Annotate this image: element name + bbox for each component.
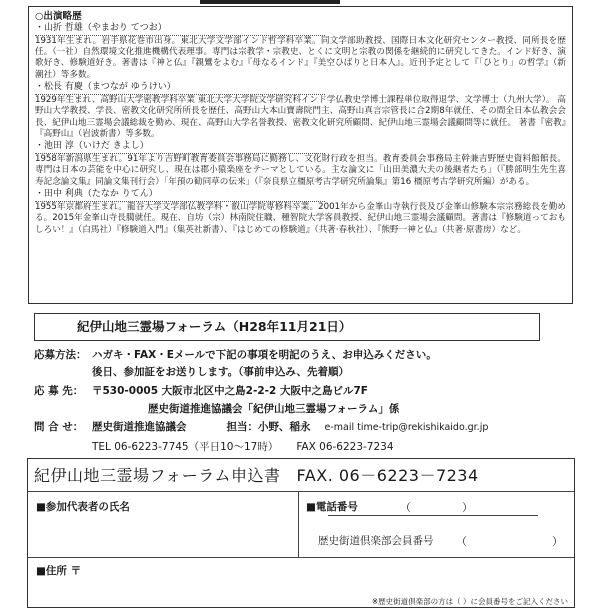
form-footnote: ※歴史街道倶楽部の方は（ ）に会員番号をご記入ください xyxy=(371,597,568,606)
form-title: 紀伊山地三霊場フォーラム申込書 xyxy=(34,466,281,485)
contact-org: 歴史街道推進協議会 xyxy=(92,421,187,433)
phone-paren-close: ） xyxy=(462,501,473,514)
person-bio xyxy=(35,189,566,236)
address-line2: 歴史街道推進協議会「紀伊山地三霊場フォーラム」係 xyxy=(148,403,400,415)
person-text: 1929年生まれ、高野山大学密教学科卒業 東北大学大学院文学研究科インド学仏教史学博士課程単位取得退学、文学博士（九州大学）。 高野山大学教授、学長、密教文化研究所所長を歴任、高野山大本山寶壽院門主、高野山真言宗管長に合2期8年就任、その間全日本仏教会会長、紀伊山地三霊場会議総裁を勤め、現在、高野山大学名誉教授、密教文化研究所顧問、紀伊山地三霊場会議顧問等に就任。 著書『密教』『高野山』（岩波新書）等多数。 xyxy=(35,94,566,140)
person-name: ・田中 利典（たなか りてん） xyxy=(35,189,325,202)
form-title-row xyxy=(30,461,570,491)
address-field-label: ■住所 〒 xyxy=(36,565,82,577)
method-label: 応募方法： xyxy=(34,349,87,361)
representative-label: ■参加代表者の氏名 xyxy=(36,501,130,513)
address-line1: 〒530-0005 大阪市北区中之島2-2-2 大阪中之島ビル7F xyxy=(92,385,368,397)
tel-line: TEL 06-6223-7745（平日10～17時） xyxy=(92,441,279,453)
method-row xyxy=(34,348,574,362)
address-row xyxy=(34,384,574,398)
contact-label: 問 合 せ： xyxy=(34,421,84,433)
person-name: ・松長 有慶（まつなが ゆうけい） xyxy=(35,82,325,95)
method-line2: 後日、参加証をお送りします。（事前申込み、先着順） xyxy=(92,366,350,378)
person-bio xyxy=(35,82,566,140)
contact-person: 担当：小野、稲永 xyxy=(226,421,311,433)
member-paren-close: ） xyxy=(552,535,563,548)
bio-section xyxy=(28,6,573,304)
form-fax: FAX. 06－6223－7234 xyxy=(296,466,479,485)
form-divider xyxy=(28,491,574,492)
contact-row xyxy=(34,420,574,435)
method-line1: ハガキ・FAX・Eメールで下記の事項を明記のうえ、お申込みください。 xyxy=(92,349,437,361)
bio-heading: ○出演略歴 xyxy=(35,11,82,22)
form-divider xyxy=(28,557,574,558)
member-paren-open: （ xyxy=(456,535,467,548)
person-text: 1931年生まれ。岩手県花巻市出身。東北大学文学部インド哲学科卒業。同文学部助教授、国際日本文化研究センター教授、同所長を歴任。（一社）自然環境文化推進機構代表理事。専門は宗教学・宗教史、とくに文明と宗教の関係を継続的に研究してきた。インド好き、演歌好き、修験道好き。著書は『神と仏』『親鸞をよむ』『母なるインド』『美空ひばりと日本人』。近刊予定として『「ひとり」の哲学』（新潮社）等多数。 xyxy=(35,35,566,80)
person-text: 1958年新潟県生まれ。91年より吉野町教育委員会事務局に勤務し、文化財行政を担当。教育委員会事務局主幹兼吉野歴史資料館館長。専門は日本の芸能を中心に研究し、現在は郡小猿楽座をテーマとしている。主な論文に「山田美濃大夫の後継者たち」（『勝部明生先生喜寿記念論文集』同論文集刊行会）「年預の勧同草の伝来」（『奈良県立橿原考古学研究所論集』第16 橿原考古学研究所編）がある。 xyxy=(35,154,566,187)
top-rule xyxy=(200,0,340,4)
person-name: ・山折 哲雄（やまおり てつお） xyxy=(35,23,325,36)
contact-email[interactable]: e-mail time-trip@rekishikaido.gr.jp xyxy=(324,422,489,433)
address-label: 応 募 先： xyxy=(34,385,84,397)
person-bio xyxy=(35,23,566,81)
forum-title: 紀伊山地三霊場フォーラム（H28年11月21日） xyxy=(34,313,540,341)
person-text: 1955年京都府生まれ。龍谷大学文学部仏教学科・叡山学院専修科卒業。2001年から金峯山寺執行長及び金峯山修験本宗宗務総長を勤める。2015年金峯山寺長臈就任。現在、自坊（宗）林南院住職、種智院大学客員教授、紀伊山地三霊場会議顧問。著書は『修験道っておもしろい！』（白馬社）『修験道入門』（集英社新書）、『はじめての修験道』（共著·春秋社）、『熊野一神と仏』（共著·原書房）など。 xyxy=(35,201,566,235)
phone-underline[interactable] xyxy=(328,515,538,516)
application-form xyxy=(27,458,575,608)
person-bio xyxy=(35,141,566,188)
phone-paren-open: （ xyxy=(400,501,411,514)
form-column-divider xyxy=(298,492,299,557)
member-label: 歴史街道倶楽部会員番号 xyxy=(318,535,434,547)
tel-row xyxy=(92,440,572,454)
phone-label: ■電話番号 xyxy=(306,501,358,513)
person-name: ・池田 淳（いけだ きよし） xyxy=(35,141,325,154)
fax-line: FAX 06-6223-7234 xyxy=(296,441,394,453)
